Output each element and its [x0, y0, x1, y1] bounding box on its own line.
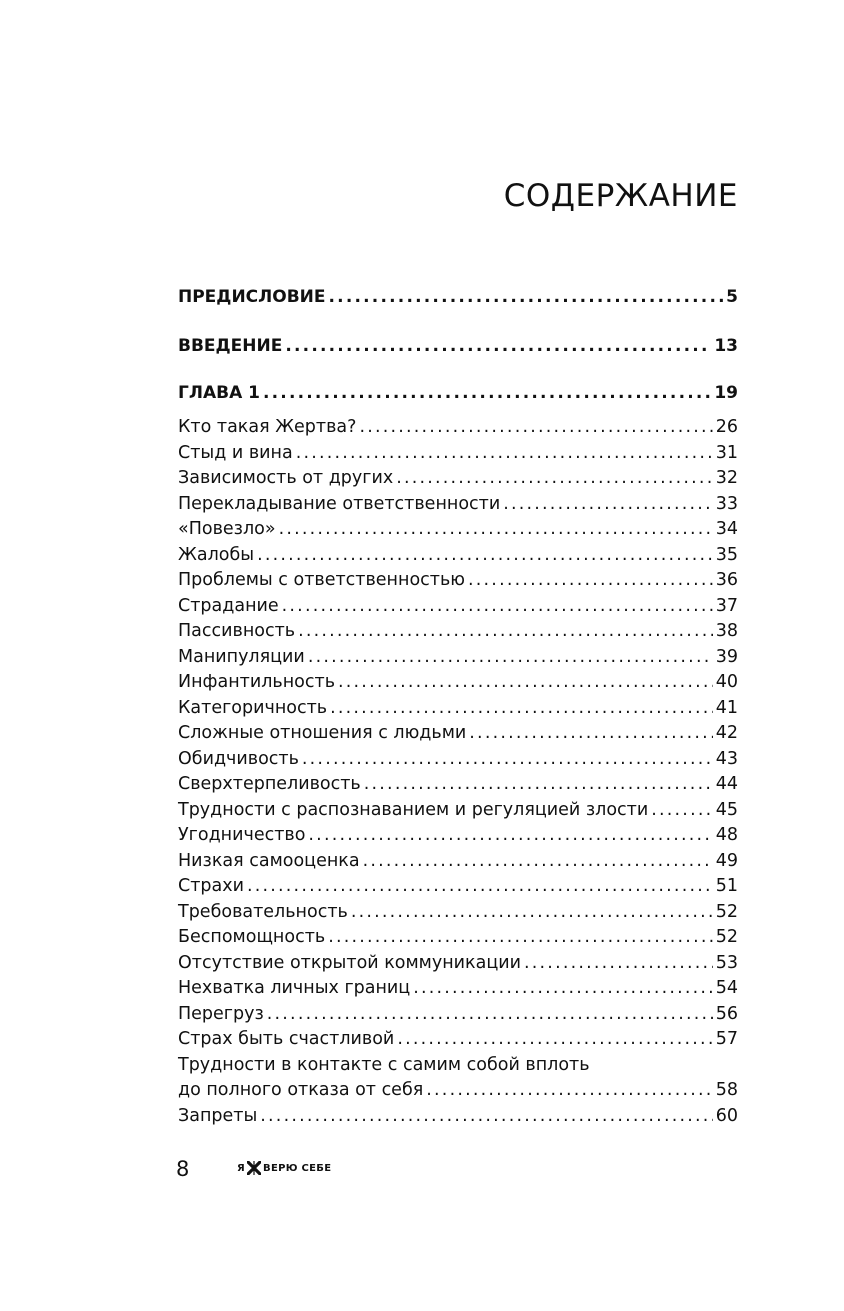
cross-mark-icon: [247, 1161, 261, 1175]
dot-leader: [285, 334, 711, 358]
toc-entry-label: Низкая самооценка: [178, 850, 360, 871]
toc-entry-page: 41: [715, 697, 738, 718]
toc-entry-page: 13: [714, 336, 738, 356]
series-logo-left: Я: [237, 1162, 246, 1174]
toc-entry-page: 19: [714, 383, 738, 403]
toc-entry: [178, 747, 738, 771]
dot-leader: [257, 543, 713, 567]
toc-entry-label: до полного отказа от себя: [178, 1080, 424, 1100]
toc-entry: [178, 517, 738, 541]
toc-entry-page: 26: [715, 417, 738, 437]
toc-entry-label: ПРЕДИСЛОВИЕ: [178, 287, 326, 307]
dot-leader: [260, 1104, 712, 1128]
toc-entry: [178, 925, 738, 949]
toc-entry-label: Категоричность: [178, 697, 328, 718]
toc-entry-page: 42: [715, 723, 738, 743]
toc-entry-page: 32: [715, 468, 738, 488]
toc-entry-label: ГЛАВА 1: [178, 383, 260, 403]
toc-entry-label: Проблемы с ответственностью: [178, 570, 466, 590]
dot-leader: [296, 441, 713, 465]
dot-leader: [503, 492, 712, 516]
toc-entry-line-1: Трудности в контакте с самим собой вплоть: [178, 1054, 590, 1075]
toc-entry-label: Нехватка личных границ: [178, 978, 411, 998]
toc-entry-label: Сложные отношения с людьми: [178, 723, 467, 743]
dot-leader: [351, 900, 713, 924]
page-number: 8: [176, 1157, 190, 1181]
toc-entry: [178, 619, 738, 643]
toc-entry-page: 49: [715, 850, 738, 871]
toc-entry: [178, 900, 738, 924]
toc-entry: [178, 1078, 738, 1102]
dot-leader: [298, 619, 713, 643]
toc-entry-chapter-1: [178, 381, 738, 405]
toc-entry-label: Перекладывание ответственности: [178, 493, 501, 514]
toc-entry-page: 36: [715, 570, 738, 590]
toc-entry-page: 40: [715, 672, 738, 692]
toc-entry: [178, 823, 738, 847]
toc-entry: [178, 645, 738, 669]
toc-entry-label: Пассивность: [178, 621, 296, 641]
toc-entry-label: ВВЕДЕНИЕ: [178, 336, 283, 356]
dot-leader: [308, 823, 712, 847]
toc-entry-label: Угодничество: [178, 825, 306, 845]
dot-leader: [426, 1078, 712, 1102]
dot-leader: [338, 670, 713, 694]
dot-leader: [413, 976, 713, 1000]
toc-entry: [178, 1104, 738, 1128]
toc-entry-preface: [178, 285, 738, 309]
toc-entry: [178, 951, 738, 975]
dot-leader: [302, 747, 713, 771]
toc-entry-label: Зависимость от других: [178, 468, 394, 488]
toc-entry-page: 43: [715, 748, 738, 769]
toc-entry-page: 58: [715, 1080, 738, 1100]
toc-entry-label: Отсутствие открытой коммуникации: [178, 952, 522, 973]
dot-leader: [469, 721, 712, 745]
dot-leader: [330, 696, 713, 720]
toc-entry-label: Страх быть счастливой: [178, 1029, 395, 1049]
toc-entry-label: Обидчивость: [178, 748, 299, 769]
toc-entry-label: Беспомощность: [178, 927, 326, 947]
toc-entry-page: 38: [715, 621, 738, 641]
toc-entry-label: Страдание: [178, 595, 279, 616]
toc-entry-page: 35: [715, 544, 738, 565]
dot-leader: [328, 925, 713, 949]
toc-entry-page: 37: [715, 595, 738, 616]
toc-entry: [178, 798, 738, 822]
toc-entry-page: 54: [715, 978, 738, 998]
toc-entry-page: 51: [715, 876, 738, 896]
toc-entry-page: 33: [715, 493, 738, 514]
dot-leader: [279, 517, 713, 541]
toc-entry-page: 39: [715, 646, 738, 667]
dot-leader: [397, 1027, 712, 1051]
toc-entry-page: 56: [715, 1003, 738, 1024]
toc-entry-page: 31: [715, 442, 738, 463]
toc-entry-page: 52: [715, 927, 738, 947]
page-title: СОДЕРЖАНИЕ: [503, 178, 738, 214]
toc-entry: [178, 772, 738, 796]
toc-entry: [178, 670, 738, 694]
toc-entry: [178, 696, 738, 720]
dot-leader: [364, 772, 713, 796]
dot-leader: [282, 594, 713, 618]
toc-entry-label: Сверхтерпеливость: [178, 774, 361, 794]
toc-entry-page: 34: [715, 519, 738, 539]
toc-entry: [178, 1027, 738, 1051]
toc-entry: [178, 976, 738, 1000]
toc-entry-introduction: [178, 334, 738, 358]
dot-leader: [247, 874, 713, 898]
dot-leader: [359, 415, 712, 439]
toc-entry-page: 45: [715, 799, 738, 820]
toc-entry: [178, 594, 738, 618]
toc-entry-page: 60: [715, 1105, 738, 1126]
toc-entry-page: 44: [715, 774, 738, 794]
dot-leader: [263, 381, 711, 405]
toc-entry-label: Трудности с распознаванием и регуляцией злости: [178, 799, 649, 820]
toc-entry-page: 5: [726, 287, 738, 307]
dot-leader: [308, 645, 713, 669]
toc-entry: [178, 441, 738, 465]
toc-entry-label: Страхи: [178, 876, 244, 896]
toc-entry-label: Стыд и вина: [178, 442, 293, 463]
toc-entry-label: Манипуляции: [178, 646, 305, 667]
dot-leader: [396, 466, 713, 490]
dot-leader: [363, 849, 713, 873]
toc-entry-label: Требовательность: [178, 901, 348, 922]
toc-entry-label: «Повезло»: [178, 519, 276, 539]
toc-entry: [178, 874, 738, 898]
toc-entry-page: 48: [715, 825, 738, 845]
series-logo: [237, 1161, 331, 1175]
toc-entry-page: 53: [715, 952, 738, 973]
toc-entry: [178, 415, 738, 439]
dot-leader: [524, 951, 713, 975]
series-logo-right: ВЕРЮ СЕБЕ: [263, 1162, 332, 1174]
toc-entry: [178, 1002, 738, 1026]
toc-entry-label: Инфантильность: [178, 672, 336, 692]
toc-entry-page: 57: [715, 1029, 738, 1049]
toc-entry-label: Жалобы: [178, 544, 255, 565]
dot-leader: [468, 568, 713, 592]
toc-entry: [178, 568, 738, 592]
toc-entry-page: 52: [715, 901, 738, 922]
toc-entry-label: Запреты: [178, 1105, 258, 1126]
dot-leader: [329, 285, 724, 309]
toc-entry-label: Кто такая Жертва?: [178, 417, 357, 437]
toc-entry: [178, 543, 738, 567]
toc-entry: [178, 849, 738, 873]
toc-entry-label: Перегруз: [178, 1003, 264, 1024]
toc-entry: [178, 721, 738, 745]
toc-entry: [178, 466, 738, 490]
dot-leader: [651, 798, 712, 822]
dot-leader: [267, 1002, 713, 1026]
toc-entry: [178, 492, 738, 516]
